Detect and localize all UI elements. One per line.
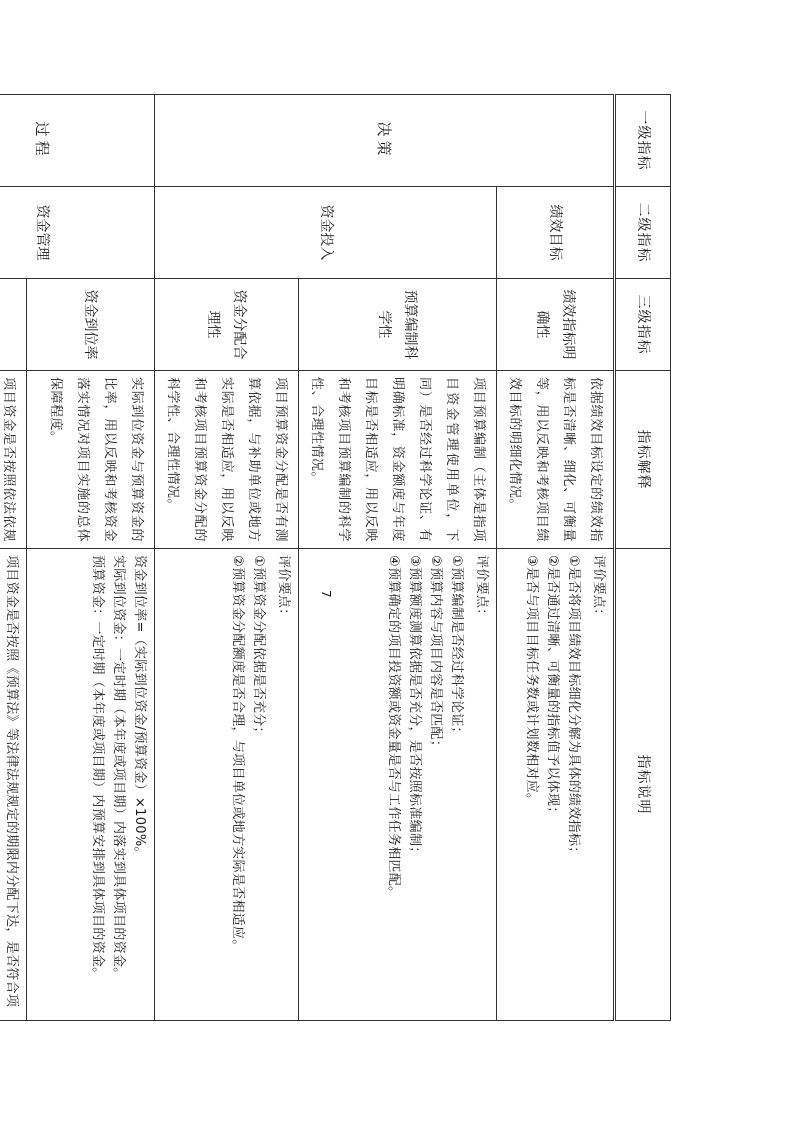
- explanation-timeliness: 项目资金是否按照依法依规: [0, 371, 27, 549]
- explanation-allocation: 项目预算资金分配是否有测算依据，与补助单位或地方实际是否相适应，用以反映和考核项目预算资金分配的科学性、合理性情况。: [155, 371, 299, 549]
- note-item: 资金到位率=（实际到位资金/预算资金）×100%。: [132, 555, 147, 860]
- notes-arrival-rate: [27, 549, 155, 1021]
- explanation-arrival-rate: 实际到位资金与预算资金的比率，用以反映和考核资金落实情况对项目实施的总体保障程度。: [27, 371, 155, 549]
- level2-funding: 资金投入: [155, 187, 497, 279]
- notes-timeliness: [0, 549, 27, 1021]
- table-row: [497, 95, 615, 1021]
- page-number: 7: [319, 590, 333, 598]
- level3-budget-science: 预算编制科学性: [299, 279, 497, 371]
- note-item: ③是否与项目目标任务数或计划数相对应。: [524, 555, 539, 807]
- header-level2: 二级指标: [615, 187, 671, 279]
- evaluation-indicator-table: [0, 94, 671, 1021]
- note-item: ③预算额度测算依据是否充分，是否按照标准编制；: [407, 555, 422, 860]
- section-decision: 决策: [155, 95, 615, 187]
- note-item: ②是否通过清晰、可衡量的指标值予以体现；: [545, 555, 560, 820]
- note-heading: 评价要点：: [474, 555, 489, 622]
- level3-allocation: 资金分配合理性: [155, 279, 299, 371]
- level3-goal-clarity: 绩效指标明确性: [497, 279, 615, 371]
- level3-timeliness: [0, 279, 27, 371]
- explanation-goal-clarity: 依据绩效目标设定的绩效指标是否清晰、细化、可衡量等，用以反映和考核项目绩效目标的明细化情况。: [497, 371, 615, 549]
- notes-goal-clarity: [497, 549, 615, 1021]
- level3-arrival-rate: 资金到位率: [27, 279, 155, 371]
- section-process: 过程: [0, 95, 155, 187]
- note-item: 预算资金：一定时期（本年度或项目期）内预算安排到具体项目的资金。: [90, 555, 105, 981]
- note-item: ②预算内容与项目内容是否匹配；: [428, 555, 443, 754]
- note-item: ①预算资金分配依据是否充分；: [251, 555, 266, 740]
- explanation-budget-science: 项目预算编制（主体是指项目资金管理使用单位，下同）是否经过科学论证、有明确标准，资金额度与年度目标是否相适应，用以反映和考核项目预算编制的科学性、合理性情况。: [299, 371, 497, 549]
- note-item: ①预算编制是否经过科学论证；: [449, 555, 464, 740]
- note-item: ②预算资金分配额度是否合理，与项目单位或地方实际是否相适应。: [230, 555, 245, 953]
- header-explanation: 指标解释: [615, 371, 671, 549]
- note-item: ①是否将项目绩效目标细化分解为具体的绩效指标；: [566, 555, 581, 860]
- note-item: 实际到位资金：一定时期（本年度或项目期）内落实到具体项目的资金。: [111, 555, 126, 981]
- table-row: [27, 95, 155, 1021]
- notes-budget-science: [299, 549, 497, 1021]
- header-notes: 指标说明: [615, 549, 671, 1021]
- level2-fund-management: 资金管理: [0, 187, 155, 279]
- notes-allocation: [155, 549, 299, 1021]
- level2-goal: 绩效目标: [497, 187, 615, 279]
- header-level3: 三级指标: [615, 279, 671, 371]
- note-heading: 评价要点：: [591, 555, 606, 622]
- table-header-row: [615, 95, 671, 1021]
- note-heading: 评价要点：: [276, 555, 291, 622]
- header-level1: 一级指标: [615, 95, 671, 187]
- note-item: 项目资金是否按照《预算法》等法律法规规定的期限内分配下达，是否符合项: [4, 555, 19, 1008]
- table-row: [299, 95, 497, 1021]
- note-item: ④预算确定的项目投资额或资金量是否与工作任务相匹配。: [386, 555, 401, 900]
